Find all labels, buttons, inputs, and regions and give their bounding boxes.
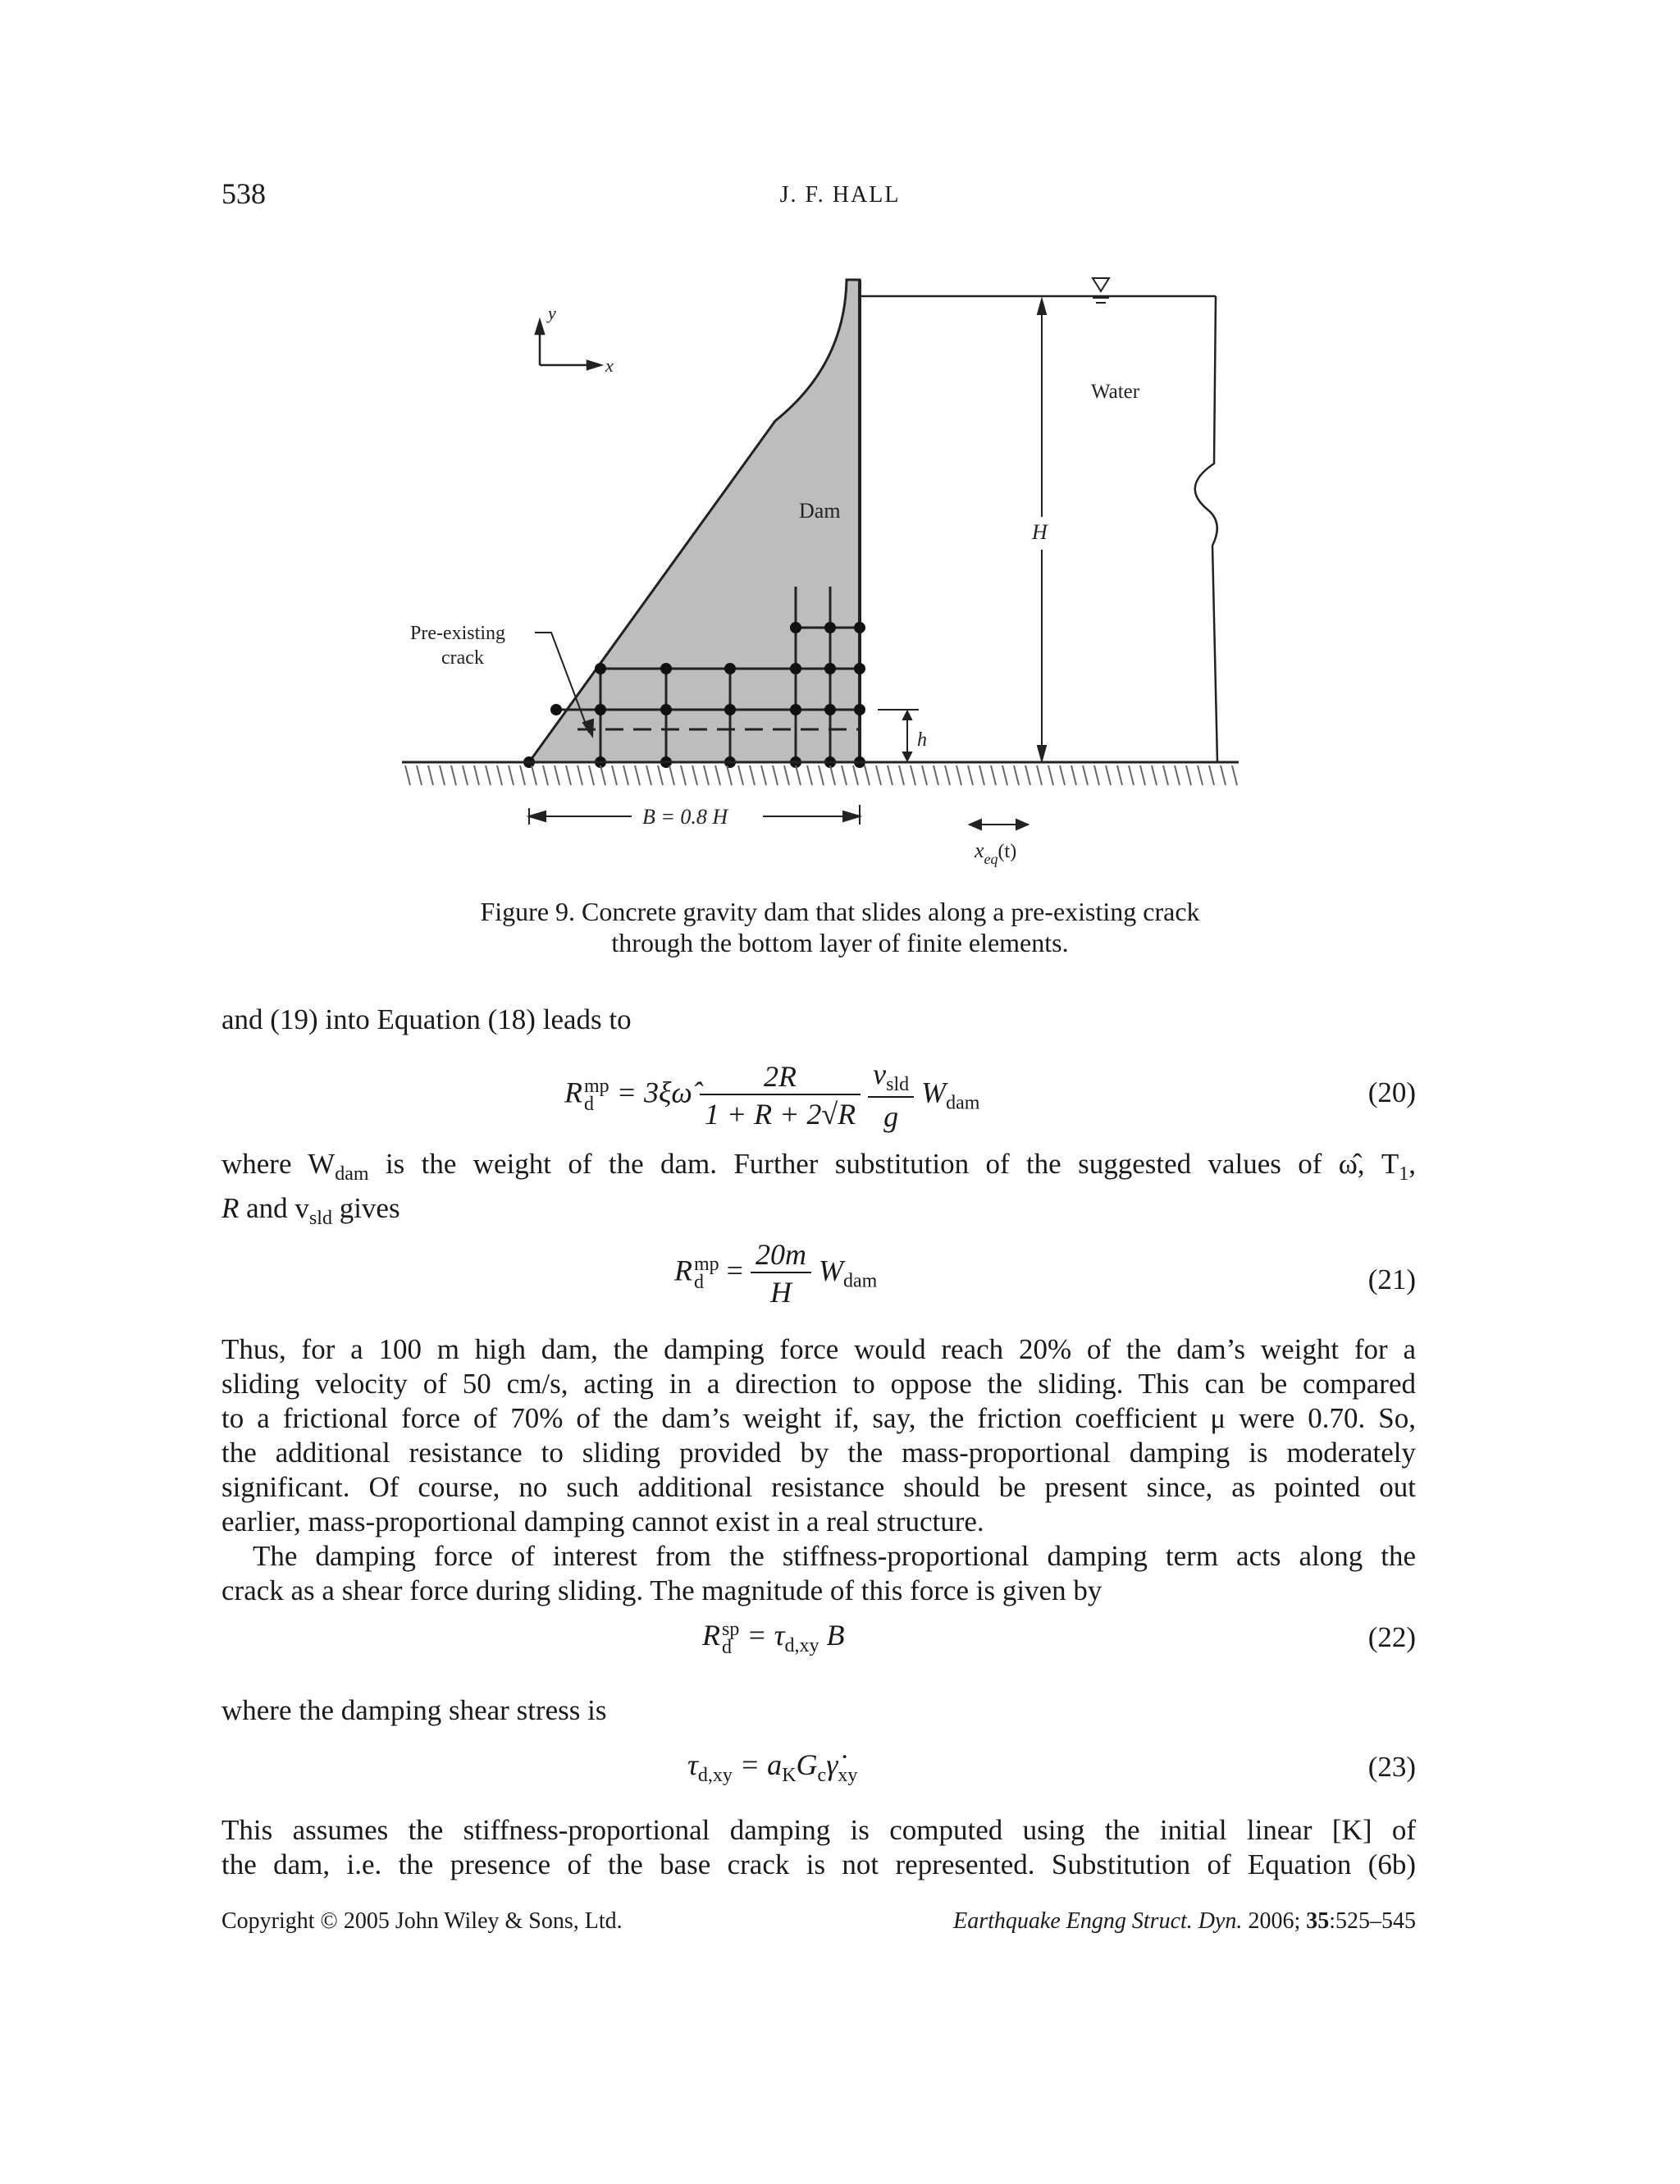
ground-hatch-mark <box>853 765 858 785</box>
eq20-W-sub: dam <box>946 1092 980 1114</box>
y-axis-arrow <box>536 321 544 334</box>
equation-23-number: (23) <box>1367 1751 1416 1783</box>
ground-hatch-mark <box>658 765 663 785</box>
ground-hatch-mark <box>934 765 938 785</box>
base-width-label: B = 0.8 H <box>642 805 728 829</box>
ground-hatch-mark <box>635 765 640 785</box>
ground-hatch-mark <box>796 765 801 785</box>
ground-hatch-mark <box>1048 765 1053 785</box>
eq20-fraction-1: $\frac{2R}{1 + R + 2√R}$ <box>700 1059 861 1131</box>
eq21-fraction: $\frac{20m}{H}$ <box>751 1237 811 1309</box>
ground-hatch-mark <box>1106 765 1111 785</box>
ground-hatch-mark <box>543 765 548 785</box>
ground-hatch-mark <box>646 765 651 785</box>
crack-label-line2: crack <box>441 647 484 669</box>
where-line-1: where $W_{dam}$ is the weight of the dam. Further substitution of the suggested values of ω̂, $T_1$, <box>221 1148 1416 1185</box>
equation-21-body: R mp d = $\frac{20m}{H}$ $W_{dam}$ <box>674 1238 878 1309</box>
ground-hatch-mark <box>784 765 789 785</box>
ground-hatch-mark <box>1140 765 1145 785</box>
thus-line-6: earlier, mass-proportional damping cannot exist in a real structure. <box>221 1505 984 1537</box>
ground-hatch-mark <box>704 765 709 785</box>
ground-hatch-mark <box>922 765 927 785</box>
ground-hatch-mark <box>715 765 720 785</box>
ground-hatch-mark <box>566 765 571 785</box>
eq20-R-sub: d <box>584 1094 594 1115</box>
ground-hatch-mark <box>405 765 410 785</box>
axes-indicator <box>536 321 600 369</box>
figure-caption-line2: through the bottom layer of finite elements. <box>611 928 1069 957</box>
ground-motion-arrow <box>970 820 1028 829</box>
ground-hatch-mark <box>819 765 824 785</box>
figure-caption-line1: Figure 9. Concrete gravity dam that slides along a pre-existing crack <box>480 897 1200 926</box>
ground-hatch-mark <box>555 765 559 785</box>
assume-paragraph <box>221 1813 1416 1882</box>
ground-hatch-mark <box>1071 765 1076 785</box>
ground-hatch-mark <box>589 765 594 785</box>
ground-hatch-mark <box>486 765 491 785</box>
ground-hatch-mark <box>1232 765 1237 785</box>
ground-hatch-mark <box>1083 765 1088 785</box>
water-label: Water <box>1091 381 1140 403</box>
ground-hatch-mark <box>727 765 732 785</box>
height-label: H <box>1032 520 1048 544</box>
ground-hatch-mark <box>773 765 778 785</box>
ground-hatch-mark <box>1175 765 1180 785</box>
ground-hatch-mark <box>417 765 422 785</box>
equation-21 <box>221 1237 1416 1327</box>
ground-hatch-mark <box>761 765 766 785</box>
equation-21-number: (21) <box>1367 1263 1416 1295</box>
ground-hatch-mark <box>520 765 525 785</box>
equation-20 <box>221 1050 1416 1140</box>
dam-figure <box>386 267 1255 874</box>
shear-stress-text: where the damping shear stress is <box>221 1694 607 1726</box>
ground-hatch-mark <box>1198 765 1203 785</box>
footer-copyright: Copyright © 2005 John Wiley & Sons, Ltd. <box>221 1908 623 1934</box>
damping-line-1: The damping force of interest from the stiffness-proportional damping term acts along the <box>253 1540 1416 1572</box>
ground-hatch-mark <box>979 765 984 785</box>
damping-line-2: crack as a shear force during sliding. The magnitude of this force is given by <box>221 1574 1102 1606</box>
equation-20-body <box>564 1057 979 1134</box>
y-axis-label: y <box>548 303 556 323</box>
ground-hatch-mark <box>440 765 445 785</box>
where-line-2: R and $v_{sld}$ gives <box>221 1192 400 1229</box>
ground-hatch-mark <box>1025 765 1030 785</box>
ground-hatch-mark <box>474 765 479 785</box>
ground-hatch-mark <box>578 765 582 785</box>
ground-hatch-mark <box>600 765 605 785</box>
ground-hatch-mark <box>623 765 628 785</box>
ground-motion-label: $x_{eq}(t)$ <box>975 838 1017 867</box>
ground-hatch-mark <box>692 765 697 785</box>
ground-hatch-mark <box>509 765 514 785</box>
ground-hatch-mark <box>842 765 847 785</box>
x-axis-label: x <box>605 355 614 376</box>
ground-hatch-mark <box>1221 765 1226 785</box>
where-paragraph <box>221 1147 1416 1236</box>
ground-hatch-mark <box>451 765 456 785</box>
figure-caption <box>0 896 1680 958</box>
ground-hatch-mark <box>1129 765 1134 785</box>
reservoir-boundary <box>1195 296 1217 762</box>
equation-22-body: R sp d = $\tau_{d,xy}$ B <box>702 1618 845 1658</box>
ground-hatch-mark <box>865 765 870 785</box>
ground-hatch-mark <box>738 765 743 785</box>
ground-hatch-mark <box>991 765 996 785</box>
thus-paragraph <box>221 1332 1416 1608</box>
ground-hatch-mark <box>750 765 755 785</box>
ground-hatch-mark <box>612 765 617 785</box>
ground-hatch-mark <box>1060 765 1065 785</box>
page-number: 538 <box>221 177 266 210</box>
water-level-symbol <box>1093 278 1109 303</box>
ground-hatch-mark <box>1117 765 1122 785</box>
thus-line-3: to a frictional force of 70% of the dam’s weight if, say, the friction coefficient μ were 0.70. So, <box>221 1402 1416 1434</box>
ground-hatch-mark <box>1014 765 1019 785</box>
equation-22 <box>221 1618 1416 1667</box>
ground-hatch-mark <box>876 765 881 785</box>
ground-hatch-mark <box>1186 765 1191 785</box>
thus-line-1: Thus, for a 100 m high dam, the damping force would reach 20% of the dam’s weight for a <box>221 1333 1416 1365</box>
h-dimension <box>878 710 919 761</box>
eq20-equals: = 3ξω̂ <box>609 1076 692 1109</box>
crack-label-line1: Pre-existing <box>410 623 505 644</box>
assume-line-2: the dam, i.e. the presence of the base crack is not represented. Substitution of Equation (6b) <box>221 1848 1416 1880</box>
ground-hatch-mark <box>899 765 904 785</box>
h-label: h <box>917 729 927 751</box>
equation-20-number: (20) <box>1367 1076 1416 1108</box>
dam-label: Dam <box>799 499 841 523</box>
running-head: J. F. HALL <box>779 182 901 208</box>
thus-line-2: sliding velocity of 50 cm/s, acting in a direction to oppose the sliding. This can be compared <box>221 1368 1416 1400</box>
ground-hatch-mark <box>681 765 686 785</box>
eq20-W: W <box>921 1076 947 1109</box>
footer-citation: Earthquake Engng Struct. Dyn. 2006; 35:525–545 <box>953 1908 1416 1934</box>
ground-hatch-mark <box>428 765 433 785</box>
ground-hatch-mark <box>1163 765 1168 785</box>
ground-hatch-mark <box>497 765 502 785</box>
assume-line-1: This assumes the stiffness-proportional damping is computed using the initial linear [K] of <box>221 1814 1416 1846</box>
ground-hatch-mark <box>1209 765 1214 785</box>
ground-hatch-mark <box>807 765 812 785</box>
equation-23 <box>221 1748 1416 1797</box>
ground-hatch-mark <box>1002 765 1007 785</box>
x-axis-arrow <box>587 361 600 369</box>
thus-line-4: the additional resistance to sliding provided by the mass-proportional damping is moderately <box>221 1437 1416 1469</box>
dam-diagram <box>386 267 1255 874</box>
eq20-R: R <box>564 1076 582 1109</box>
eq20-R-sup: mp <box>584 1076 609 1097</box>
ground-hatch-mark <box>1152 765 1157 785</box>
intro-text: and (19) into Equation (18) leads to <box>221 1003 632 1035</box>
ground-hatch-mark <box>669 765 674 785</box>
ground-hatch-mark <box>463 765 468 785</box>
ground-hatch-mark <box>532 765 536 785</box>
ground-hatch-mark <box>1094 765 1099 785</box>
equation-23-body: $\tau_{d,xy}$ = $a_KG_c\gammȧ_{xy}$ <box>687 1748 858 1786</box>
eq20-fraction-2: $\frac{v_{sld}}{g}$ <box>868 1057 914 1134</box>
ground-hatch-mark <box>968 765 973 785</box>
ground-hatch-mark <box>888 765 892 785</box>
thus-line-5: significant. Of course, no such additional resistance should be present since, as pointed out <box>221 1471 1416 1503</box>
ground-hatching <box>405 765 1237 785</box>
ground-hatch-mark <box>956 765 961 785</box>
ground-hatch-mark <box>830 765 835 785</box>
ground-hatch-mark <box>1037 765 1042 785</box>
ground-hatch-mark <box>911 765 915 785</box>
equation-22-number: (22) <box>1367 1621 1416 1653</box>
ground-hatch-mark <box>945 765 950 785</box>
